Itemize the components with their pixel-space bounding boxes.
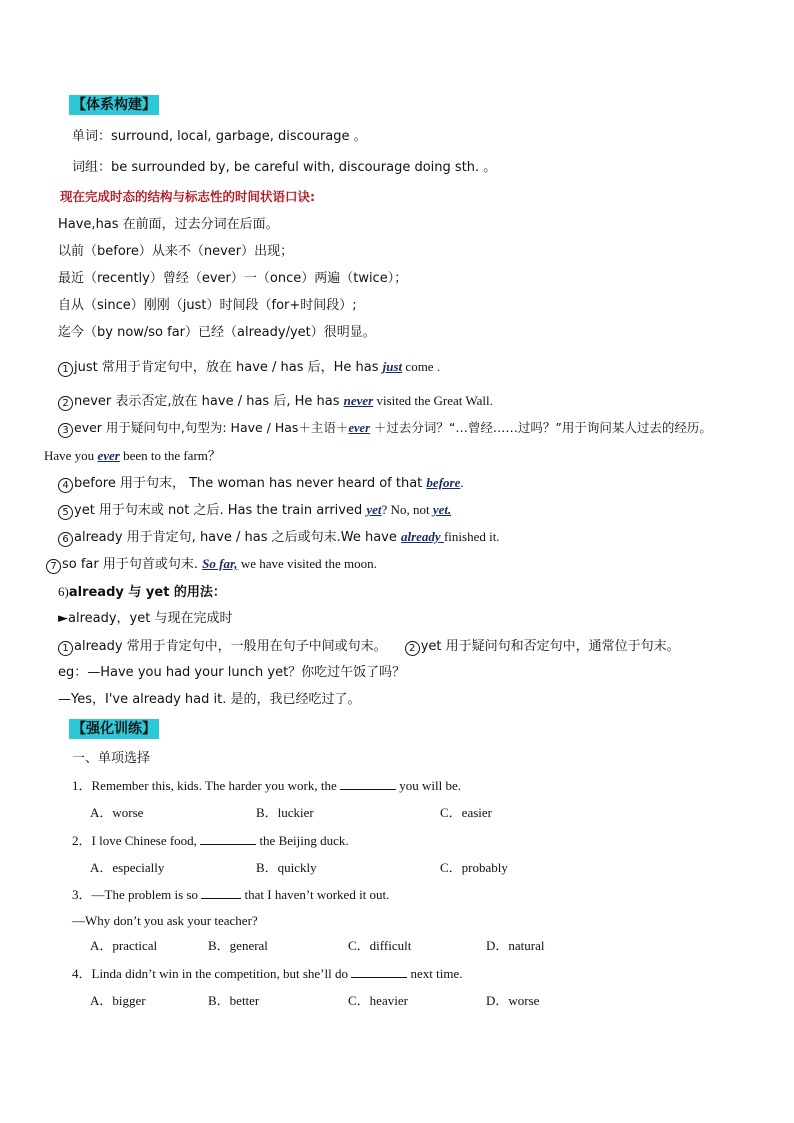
- circled-number: 1: [58, 362, 73, 377]
- question-1: 1．Remember this, kids. The harder you work, the you will be.: [72, 778, 462, 793]
- keyword: never: [343, 393, 374, 408]
- option-q1-a[interactable]: A．worse: [90, 805, 144, 820]
- question-4: 4．Linda didn’t win in the competition, but she’ll do next time.: [72, 966, 463, 981]
- question-2: 2．I love Chinese food, the Beijing duck.: [72, 833, 349, 848]
- option-q4-a[interactable]: A．bigger: [90, 993, 146, 1008]
- circled-number: 5: [58, 505, 73, 520]
- section-header-training: 【强化训练】: [69, 719, 159, 739]
- answer-blank[interactable]: [200, 832, 256, 845]
- option-q1-b[interactable]: B．luckier: [256, 805, 314, 820]
- keyword: ever: [348, 421, 370, 435]
- rhyme-line-4: 自从（since）刚刚（just）时间段（for+时间段）;: [58, 298, 357, 313]
- example-line-1: eg：—Have you had your lunch yet？你吃过午饭了吗？: [58, 665, 406, 680]
- option-q3-c[interactable]: C．difficult: [348, 938, 412, 953]
- option-q4-b[interactable]: B．better: [208, 993, 260, 1008]
- circled-number: 4: [58, 478, 73, 493]
- keyword: already: [400, 529, 444, 544]
- option-q2-a[interactable]: A．especially: [90, 860, 165, 875]
- usage-sofar: 7 so far 用于句首或句末. So far, we have visited the moon.: [46, 555, 377, 574]
- usage-already: 6 already 用于肯定句, have / has 之后或句末.We have already finished it.: [58, 528, 500, 547]
- answer-blank[interactable]: [340, 777, 396, 790]
- circled-number: 6: [58, 532, 73, 547]
- circled-number: 2: [58, 396, 73, 411]
- usage-never: 2 never 表示否定,放在 have / has 后, He has never visited the Great Wall.: [58, 392, 493, 411]
- option-q3-b[interactable]: B．general: [208, 938, 268, 953]
- phrases-line: 词组：be surrounded by, be careful with, discourage doing sth. 。: [72, 160, 497, 175]
- usage-just: 1 just 常用于肯定句中，放在 have / has 后，He has just come .: [58, 358, 440, 377]
- rhyme-line-5: 迄今（by now/so far）已经（already/yet）很明显。: [58, 325, 376, 340]
- keyword: yet.: [432, 502, 452, 517]
- question-3: 3．—The problem is so that I haven’t worked it out.: [72, 887, 390, 902]
- option-q1-c[interactable]: C．easier: [440, 805, 492, 820]
- option-q4-d[interactable]: D．worse: [486, 993, 540, 1008]
- usage-ever: 3 ever 用于疑问句中,句型为: Have / Has＋主语＋ever ＋过去分词？“…曾经……过吗？”用于询问某人过去的经历。: [58, 419, 712, 438]
- circled-number: 2: [405, 641, 420, 656]
- arrow-line: ►already，yet 与现在完成时: [58, 611, 233, 626]
- example-line-2: —Yes，I've already had it. 是的，我已经吃过了。: [58, 692, 361, 707]
- answer-blank[interactable]: [201, 886, 241, 899]
- part-title: 一、单项选择: [72, 751, 151, 766]
- keyword: ever: [97, 448, 120, 463]
- keyword: before: [426, 475, 461, 490]
- option-q2-c[interactable]: C．probably: [440, 860, 508, 875]
- keyword: So far,: [202, 556, 238, 571]
- keyword: yet: [366, 502, 382, 517]
- usage-ever-example: Have you ever been to the farm？: [44, 448, 221, 463]
- rhyme-line-3: 最近（recently）曾经（ever）一（once）两遍（twice）；: [58, 271, 408, 286]
- circled-number: 1: [58, 641, 73, 656]
- question-3-reply: —Why don’t you ask your teacher?: [72, 913, 258, 928]
- option-q3-a[interactable]: A．practical: [90, 938, 158, 953]
- circled-number: 3: [58, 423, 73, 438]
- answer-blank[interactable]: [351, 965, 407, 978]
- rhyme-title: 现在完成时态的结构与标志性的时间状语口诀:: [60, 189, 315, 204]
- keyword: just: [382, 359, 403, 374]
- option-q2-b[interactable]: B．quickly: [256, 860, 317, 875]
- option-q3-d[interactable]: D．natural: [486, 938, 545, 953]
- already-yet-title: 6)already 与 yet 的用法：: [58, 584, 226, 600]
- usage-yet: 5 yet 用于句末或 not 之后. Has the train arrived yet? No, not yet.: [58, 501, 451, 520]
- already-yet-items: 1 already 常用于肯定句中，一般用在句子中间或句末。 2 yet 用于疑问句和否定句中，通常位于句末。: [58, 637, 680, 656]
- circled-number: 7: [46, 559, 61, 574]
- rhyme-line-1: Have,has 在前面，过去分词在后面。: [58, 217, 279, 232]
- usage-before: 4 before 用于句末， The woman has never heard of that before.: [58, 474, 464, 493]
- words-line: 单词：surround, local, garbage, discourage 。: [72, 129, 367, 144]
- rhyme-line-2: 以前（before）从来不（never）出现；: [58, 244, 294, 259]
- option-q4-c[interactable]: C．heavier: [348, 993, 408, 1008]
- section-header-system: 【体系构建】: [69, 95, 159, 115]
